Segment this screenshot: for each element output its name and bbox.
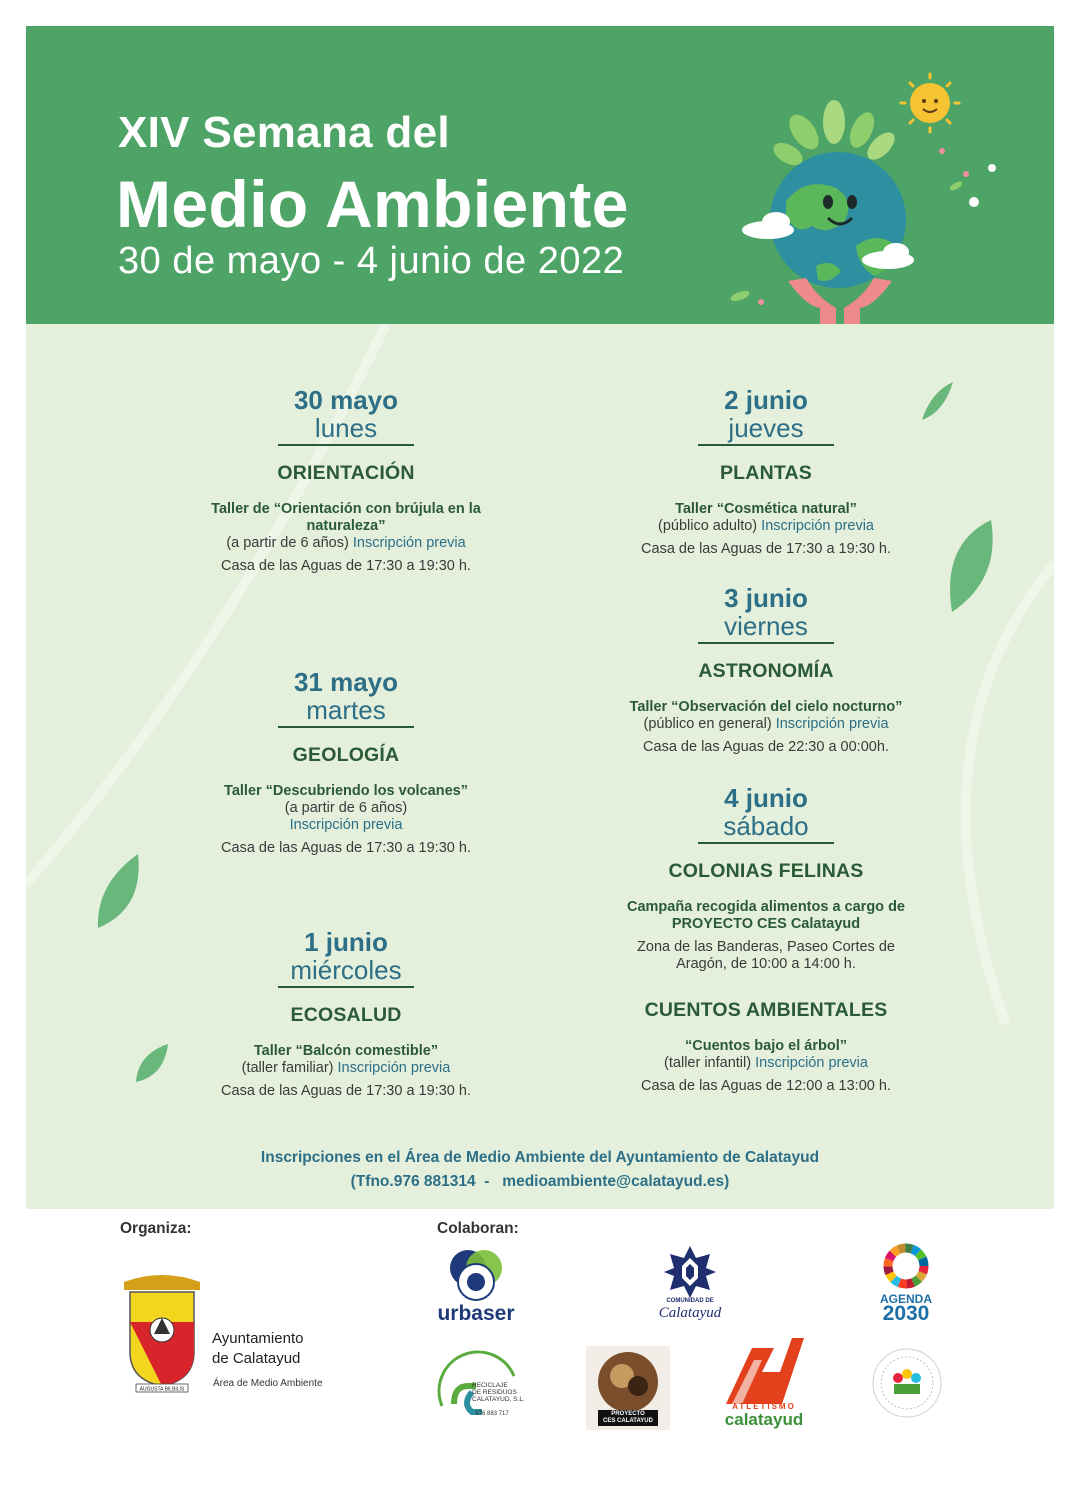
atletismo-label: ATLETISMO (732, 1402, 796, 1411)
agenda-logo-text: AGENDA (879, 1292, 932, 1306)
svg-text:AUGUSTA BILBILIS: AUGUSTA BILBILIS (139, 1386, 185, 1393)
event-audience: (público en general) (643, 716, 772, 732)
ces-line-1: PROYECTO (611, 1411, 645, 1417)
divider (698, 444, 834, 446)
divider (278, 726, 414, 728)
proyecto-ces-text (598, 1411, 658, 1425)
day-topic: ECOSALUD (290, 1004, 402, 1026)
reciclaje-line-1: RECICLAJE (472, 1382, 508, 1389)
day-date: 4 junio (724, 783, 808, 813)
day-topic: ORIENTACIÓN (277, 462, 415, 484)
title-line-1: XIV Semana del (118, 108, 450, 157)
event-place-2: Casa de las Aguas de 12:00 a 13:00 h. (641, 1078, 891, 1094)
agenda-2030-logo-icon (881, 1241, 931, 1291)
inscriptions-line-1: Inscripciones en el Área de Medio Ambiente del Ayuntamiento de Calatayud (260, 1149, 820, 1166)
comunidad-calatayud-logo-icon (662, 1244, 718, 1300)
reciclaje-logo-text (472, 1382, 532, 1403)
sun-icon (901, 74, 959, 132)
date-range: 30 de mayo - 4 junio de 2022 (118, 240, 625, 282)
day-card-1-junio (176, 928, 516, 1100)
event-title: Taller “Cosmética natural” (675, 501, 857, 517)
day-card-30-mayo (176, 386, 516, 575)
reciclaje-line-2: DE RESIDUOS (472, 1389, 517, 1396)
consejo-infancia-logo-icon (870, 1346, 944, 1420)
event-title-2: “Cuentos bajo el árbol” (685, 1038, 847, 1054)
comunidad-small-text: COMUNIDAD DE (666, 1298, 714, 1304)
registration-link[interactable]: Inscripción previa (775, 716, 889, 732)
registration-link[interactable]: Inscripción previa (352, 535, 466, 551)
divider (278, 986, 414, 988)
event-place: Casa de las Aguas de 17:30 a 19:30 h. (221, 1083, 471, 1099)
day-date: 31 mayo (293, 667, 399, 697)
registration-link-2[interactable]: Inscripción previa (755, 1055, 868, 1071)
day-card-31-mayo (176, 668, 516, 857)
event-audience: (público adulto) (657, 518, 758, 534)
title-line-2: Medio Ambiente (116, 167, 629, 241)
event-place: Zona de las Banderas, Paseo Cortes de Aragón, de 10:00 a 14:00 h. (637, 939, 895, 972)
day-topic: GEOLOGÍA (292, 744, 400, 766)
event-audience-2: (taller infantil) (664, 1055, 752, 1071)
event-audience: (a partir de 6 años) (226, 535, 349, 551)
day-weekday: viernes (724, 611, 808, 641)
inscriptions-contact[interactable]: (Tfno.976 881314 - medioambiente@calatayud.es) (350, 1173, 730, 1190)
urbaser-logo-text: urbaser (437, 1302, 515, 1325)
comunidad-logo-text: Calatayud (658, 1305, 722, 1321)
organizer-area: Área de Medio Ambiente (213, 1378, 323, 1389)
day-card-2-junio (596, 386, 936, 558)
event-audience-line (596, 716, 936, 733)
event-place: Casa de las Aguas de 17:30 a 19:30 h. (641, 541, 891, 557)
day-date: 3 junio (724, 583, 808, 613)
ces-line-2: CES CALATAYUD (603, 1418, 653, 1424)
day-topic: ASTRONOMÍA (698, 660, 834, 682)
event-audience: (a partir de 6 años) (284, 800, 408, 816)
event-audience-line (176, 1060, 516, 1077)
header-banner (26, 26, 1054, 324)
earth-hands-illustration (716, 26, 1054, 356)
day-weekday: lunes (314, 413, 378, 443)
day-date: 1 junio (304, 927, 388, 957)
atletismo-calatayud-logo-icon (722, 1338, 808, 1404)
calatayud-crest-logo (114, 1272, 210, 1394)
reciclaje-phone: 976 883 717 (475, 1411, 509, 1417)
event-place: Casa de las Aguas de 22:30 a 00:00h. (643, 739, 889, 755)
day-card-4-junio (596, 784, 936, 1095)
divider (278, 444, 414, 446)
day-topic: COLONIAS FELINAS (668, 860, 864, 882)
registration-link[interactable]: Inscripción previa (289, 817, 403, 833)
event-audience-line (596, 518, 936, 535)
event-place: Casa de las Aguas de 17:30 a 19:30 h. (221, 558, 471, 574)
divider (698, 842, 834, 844)
event-title: Taller “Descubriendo los volcanes” (224, 783, 468, 799)
organiza-label: Organiza: (120, 1220, 192, 1237)
urbaser-logo-icon (446, 1246, 506, 1306)
divider (698, 642, 834, 644)
event-audience-line (176, 535, 516, 552)
registration-link[interactable]: Inscripción previa (761, 518, 874, 534)
day-weekday: jueves (728, 413, 804, 443)
day-weekday: miércoles (290, 955, 402, 985)
day-topic-2: CUENTOS AMBIENTALES (644, 999, 888, 1021)
registration-link[interactable]: Inscripción previa (337, 1060, 451, 1076)
agenda-year-text: 2030 (882, 1302, 930, 1325)
reciclaje-line-3: CALATAYUD, S.L. (472, 1396, 525, 1403)
event-place: Casa de las Aguas de 17:30 a 19:30 h. (221, 840, 471, 856)
event-title: Campaña recogida alimentos a cargo de PROYECTO CES Calatayud (626, 899, 905, 932)
inscriptions-info (0, 1146, 1080, 1194)
day-weekday: sábado (723, 811, 809, 841)
event-audience-line-2 (596, 1055, 936, 1072)
organizer-name-line-2: de Calatayud (212, 1350, 301, 1367)
organizer-name-line-1: Ayuntamiento (212, 1330, 304, 1347)
colaboran-label: Colaboran: (437, 1220, 519, 1237)
day-date: 30 mayo (293, 385, 399, 415)
organizer-name (212, 1329, 303, 1369)
event-title: Taller “Observación del cielo nocturno” (629, 699, 903, 715)
event-audience: (taller familiar) (241, 1060, 334, 1076)
day-weekday: martes (306, 695, 386, 725)
day-card-3-junio (596, 584, 936, 756)
day-date: 2 junio (724, 385, 808, 415)
atletismo-city: calatayud (724, 1410, 804, 1429)
event-title: Taller “Balcón comestible” (253, 1043, 439, 1059)
event-title: Taller de “Orientación con brújula en la naturaleza” (211, 501, 481, 534)
day-topic: PLANTAS (719, 462, 813, 484)
